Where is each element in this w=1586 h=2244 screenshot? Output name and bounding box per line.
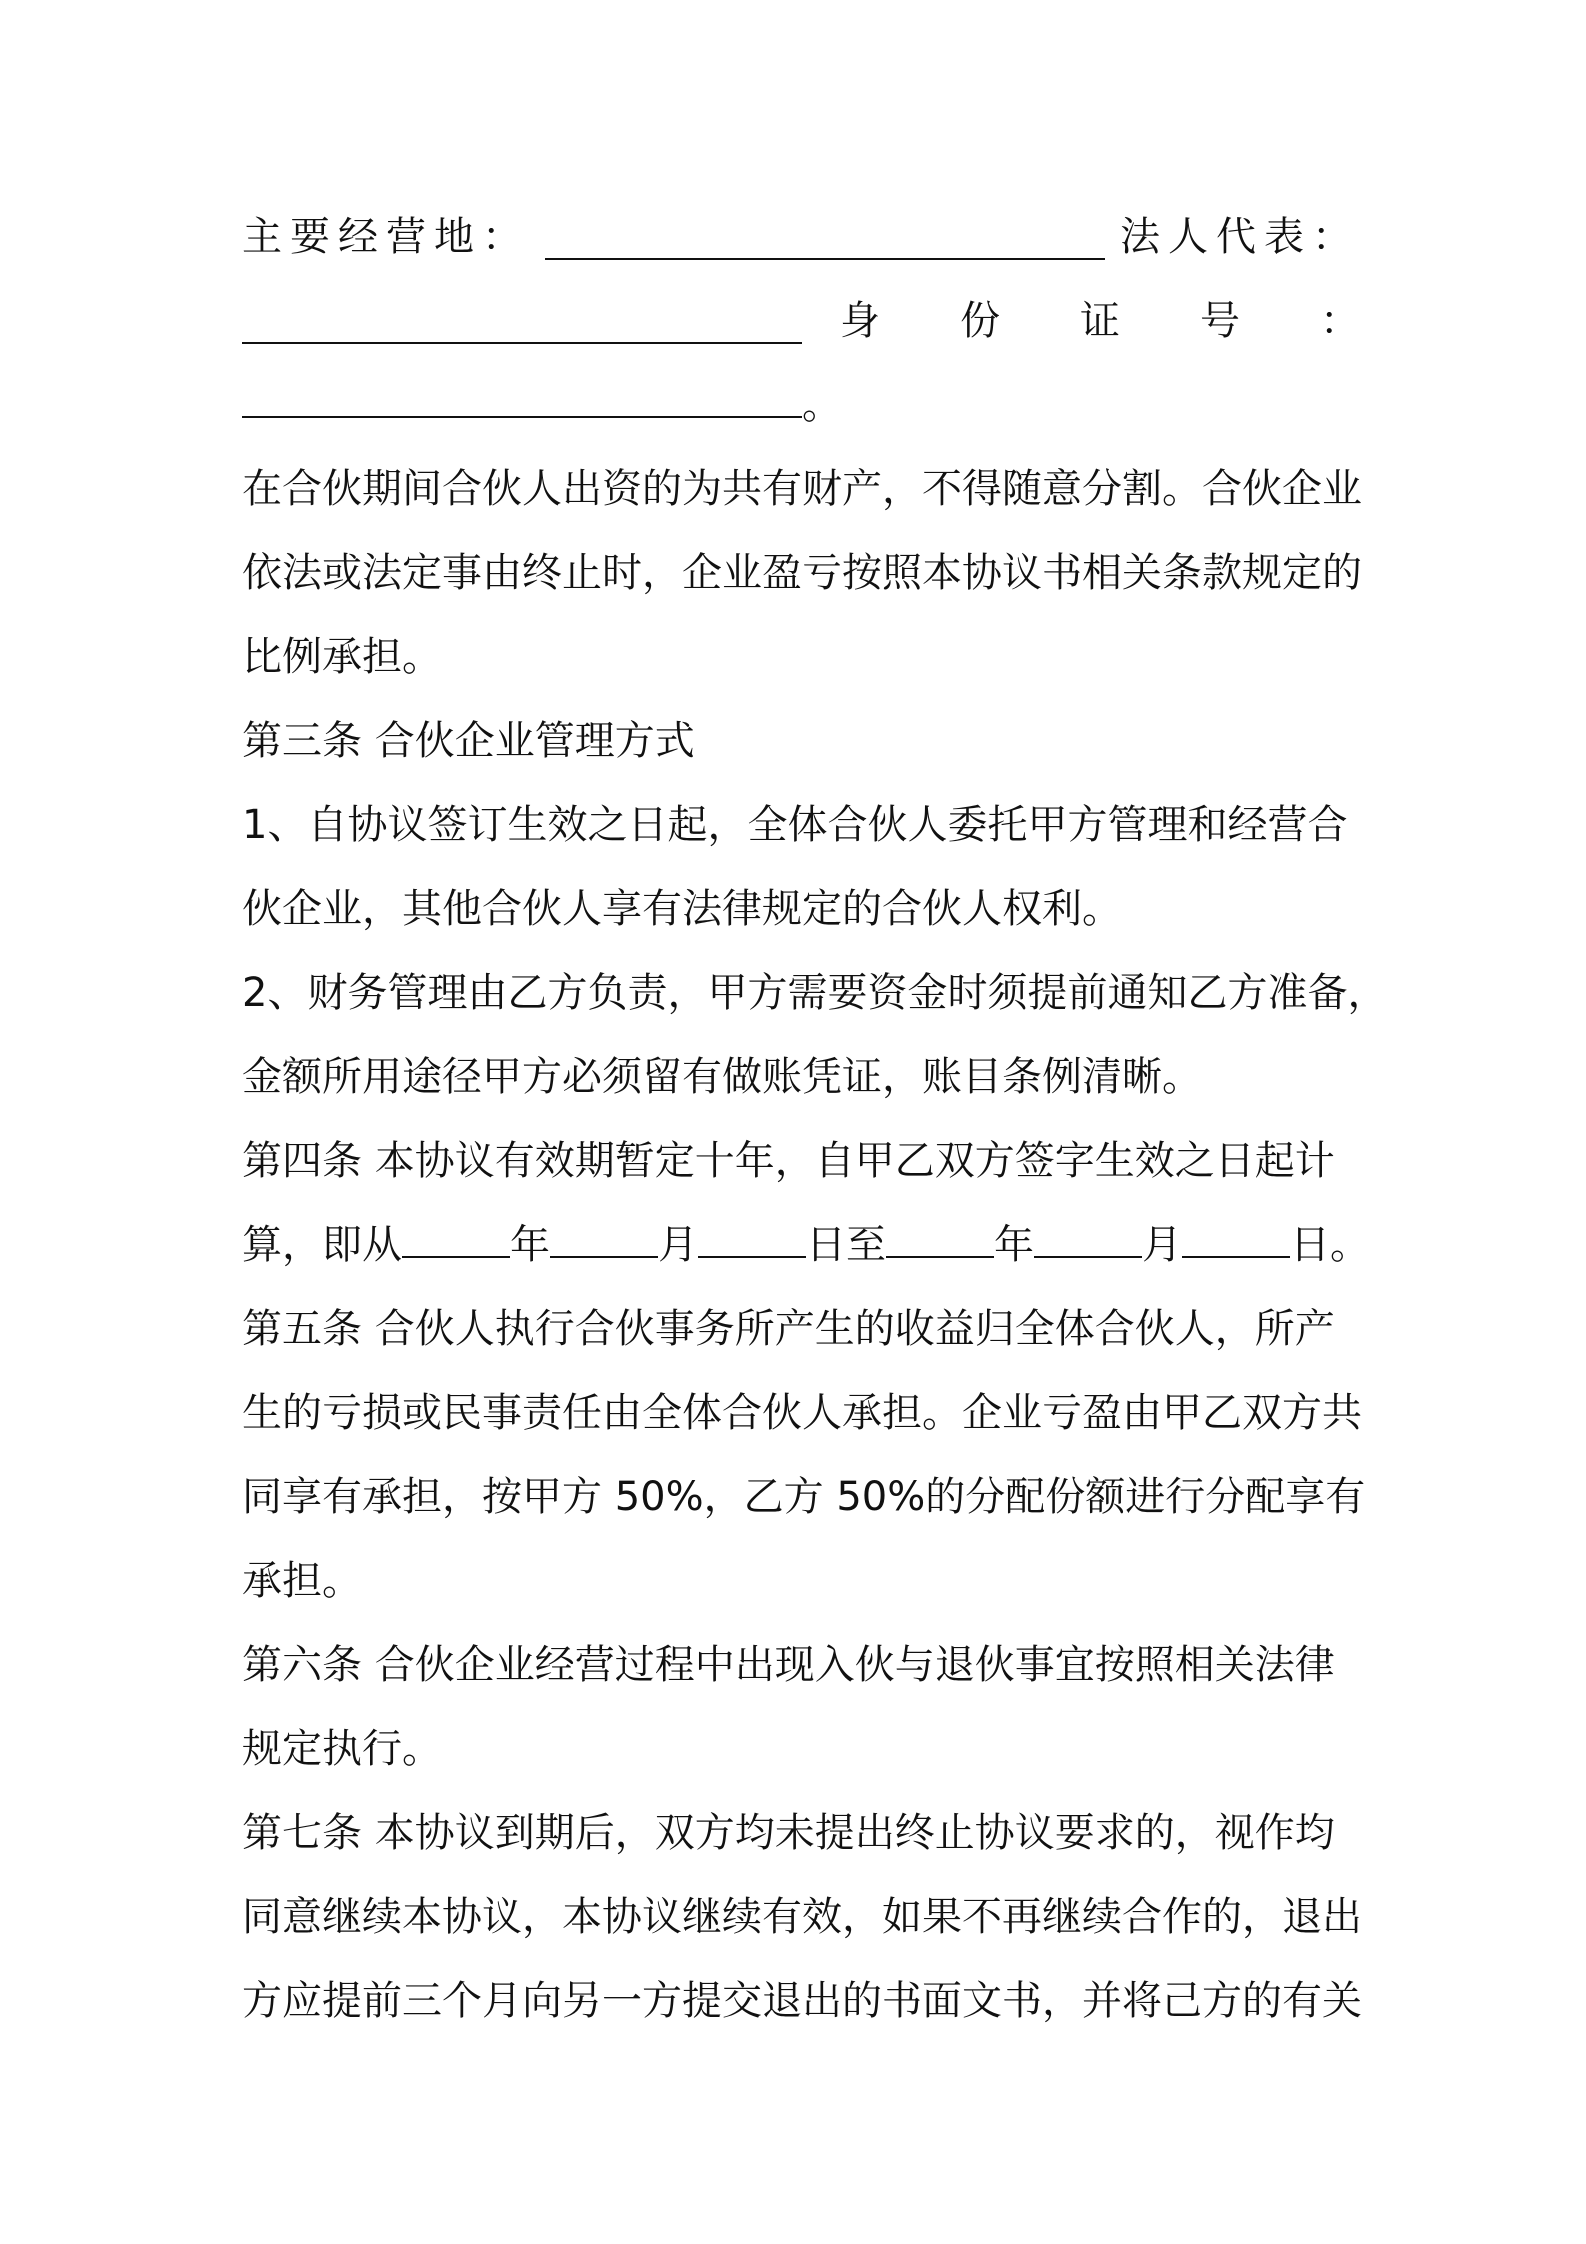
article-7-line: 第七条 本协议到期后，双方均未提出终止协议要求的，视作均 — [242, 1810, 1335, 1856]
start-month-blank[interactable] — [550, 1212, 658, 1258]
article-6-line: 第六条 合伙企业经营过程中出现入伙与退伙事宜按照相关法律 — [242, 1642, 1335, 1688]
end-year-blank[interactable] — [886, 1212, 994, 1258]
year-label: 年 — [510, 1222, 550, 1268]
month-label: 月 — [658, 1222, 698, 1268]
main-location-blank[interactable] — [545, 214, 1105, 260]
paragraph-line: 承担。 — [242, 1558, 362, 1604]
paragraph-line: 2、财务管理由乙方负责，甲方需要资金时须提前通知乙方准备， — [242, 970, 1388, 1016]
id-number-blank[interactable] — [242, 372, 802, 418]
id-number-line — [242, 279, 1360, 363]
paragraph-line: 同享有承担，按甲方 50%，乙方 50%的分配份额进行分配享有 — [242, 1474, 1366, 1520]
date-prefix: 算，即从 — [242, 1222, 402, 1268]
start-year-blank[interactable] — [402, 1212, 510, 1258]
date-range-line — [242, 1203, 1370, 1287]
end-month-blank[interactable] — [1034, 1212, 1142, 1258]
period: 。 — [802, 382, 842, 428]
legal-rep-label: 法人代表： — [1120, 214, 1360, 260]
legal-rep-blank[interactable] — [242, 298, 802, 344]
end-day-blank[interactable] — [1182, 1212, 1290, 1258]
article-3-heading: 第三条 合伙企业管理方式 — [242, 718, 695, 764]
paragraph-line: 1、自协议签订生效之日起，全体合伙人委托甲方管理和经营合 — [242, 802, 1348, 848]
main-location-label: 主要经营地： — [242, 214, 530, 260]
day-to-label: 日至 — [806, 1222, 886, 1268]
paragraph-line: 在合伙期间合伙人出资的为共有财产，不得随意分割。合伙企业 — [242, 466, 1362, 512]
month-label: 月 — [1142, 1222, 1182, 1268]
start-day-blank[interactable] — [698, 1212, 806, 1258]
id-number-blank-line — [242, 363, 1360, 447]
paragraph-line: 金额所用途径甲方必须留有做账凭证，账目条例清晰。 — [242, 1054, 1202, 1100]
paragraph-line: 伙企业，其他合伙人享有法律规定的合伙人权利。 — [242, 886, 1122, 932]
year-label: 年 — [994, 1222, 1034, 1268]
article-4-line: 第四条 本协议有效期暂定十年，自甲乙双方签字生效之日起计 — [242, 1138, 1335, 1184]
day-end-label: 日。 — [1290, 1222, 1370, 1268]
paragraph-line: 同意继续本协议，本协议继续有效，如果不再继续合作的，退出 — [242, 1894, 1362, 1940]
paragraph-line: 方应提前三个月向另一方提交退出的书面文书，并将己方的有关 — [242, 1978, 1362, 2024]
document-page — [242, 195, 1388, 2043]
paragraph-line: 比例承担。 — [242, 634, 442, 680]
id-number-label: 身 份 证 号 ： — [840, 298, 1360, 344]
main-location-line — [242, 195, 1360, 279]
paragraph-line: 规定执行。 — [242, 1726, 442, 1772]
article-5-line: 第五条 合伙人执行合伙事务所产生的收益归全体合伙人，所产 — [242, 1306, 1335, 1352]
paragraph-line: 依法或法定事由终止时，企业盈亏按照本协议书相关条款规定的 — [242, 550, 1362, 596]
paragraph-line: 生的亏损或民事责任由全体合伙人承担。企业亏盈由甲乙双方共 — [242, 1390, 1362, 1436]
